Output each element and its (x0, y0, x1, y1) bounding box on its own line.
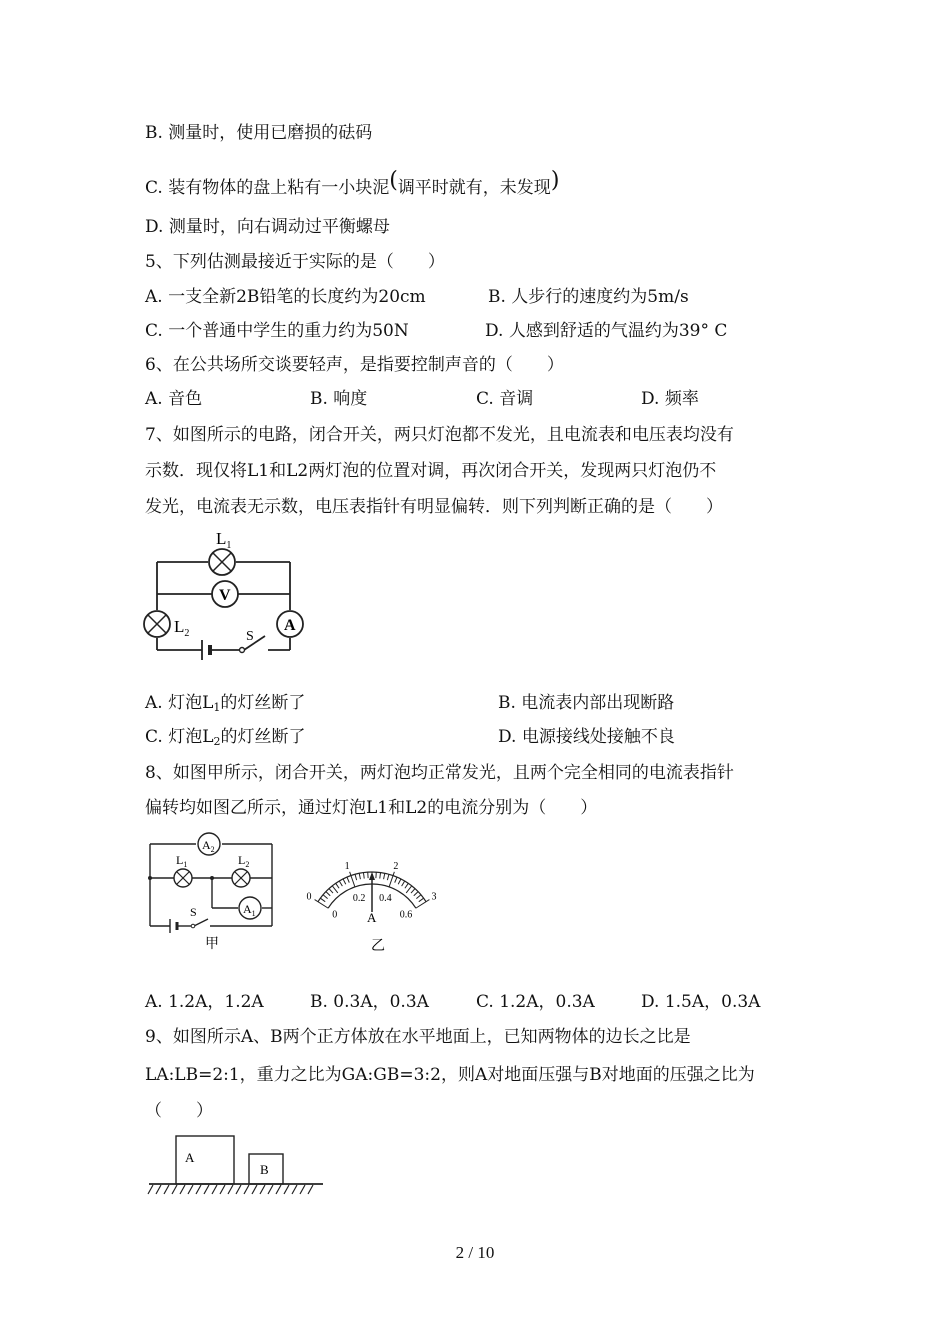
dial-tick (343, 879, 346, 884)
hatch-mark (228, 1185, 233, 1194)
dial-inner-label: 0 (332, 909, 338, 921)
hatch-mark (180, 1185, 185, 1194)
ammeter-a2-icon (198, 833, 220, 855)
dial-tick (419, 898, 424, 902)
dial-tick (323, 895, 328, 899)
hatch-mark (300, 1185, 305, 1194)
lamp-l2-icon (232, 869, 250, 887)
switch-icon (191, 924, 195, 928)
q9-line-3: （ ） (145, 1101, 213, 1121)
dial-tick (411, 889, 415, 893)
dial-pointer (369, 872, 375, 912)
page-number: 2 / 10 (455, 1243, 495, 1262)
dial-inner-label: 0.6 (399, 909, 413, 921)
hatch-mark (220, 1185, 225, 1194)
dial-tick (406, 886, 412, 893)
q8-fig-s-label: S (190, 905, 197, 919)
dial-outer-label: 1 (344, 861, 350, 873)
dial-tick (347, 877, 349, 883)
dial-tick (402, 881, 405, 886)
q8-fig-l2-label: $L_2$ (238, 853, 250, 869)
q8-option-c: C. 1.2A，0.3A (476, 992, 595, 1012)
q6-option-a: A. 音色 (145, 389, 203, 409)
hatch-mark (204, 1185, 209, 1194)
voltmeter-icon (212, 581, 238, 607)
lamp-l1-icon (209, 549, 235, 575)
q7-circuit-diagram (140, 526, 310, 666)
hatch-mark (148, 1185, 153, 1194)
q8-fig-a1-label: $A_1$ (243, 902, 256, 918)
hatch-mark (164, 1185, 169, 1194)
q8-option-b: B. 0.3A，0.3A (310, 992, 429, 1012)
block-b-label: B (260, 1162, 269, 1177)
q8-ammeter-dial-yi (288, 838, 458, 956)
q4-option-c-close: ) (550, 168, 560, 193)
ammeter-a1-icon (239, 897, 261, 919)
dial-tick (336, 883, 339, 888)
block-b (249, 1154, 283, 1184)
dial-tick (332, 886, 338, 893)
dial-tick (380, 873, 381, 879)
junction-dot-mid (210, 876, 214, 880)
dial-inner-label: 0.4 (379, 893, 392, 905)
q4-option-b: B. 测量时，使用已磨损的砝码 (145, 123, 373, 143)
q5-option-a: A. 一支全新2B铅笔的长度约为20cm (145, 287, 426, 307)
q6-option-c: C. 音调 (476, 389, 534, 409)
q6-option-d: D. 频率 (641, 389, 699, 409)
q8-fig-a2-label: $A_2$ (202, 838, 215, 854)
hatch-mark (252, 1185, 257, 1194)
q7-option-b: B. 电流表内部出现断路 (498, 693, 675, 713)
dial-outer-label: 3 (431, 891, 437, 903)
hatch-mark (284, 1185, 289, 1194)
dial-tick (359, 873, 360, 879)
q8-line-2: 偏转均如图乙所示，通过灯泡L1和L2的电流分别为（ ） (145, 798, 598, 818)
dial-unit-label: A (367, 910, 377, 925)
q5-stem: 5、下列估测最接近于实际的是（ ） (145, 252, 445, 272)
dial-tick (326, 892, 330, 896)
dial-tick (315, 900, 329, 909)
q4-option-c (145, 170, 559, 199)
ammeter-icon (277, 611, 303, 637)
dial-tick (414, 892, 418, 896)
q5-option-d: D. 人感到舒适的气温约为39° C (485, 321, 728, 341)
hatch-mark (196, 1185, 201, 1194)
q8-option-a: A. 1.2A，1.2A (145, 992, 264, 1012)
q7-line-3: 发光，电流表无示数，电压表指针有明显偏转．则下列判断正确的是（ ） (145, 497, 723, 517)
q4-option-c-open: ( (389, 168, 398, 193)
hatch-mark (156, 1185, 161, 1194)
block-a-label: A (185, 1150, 195, 1165)
dial-tick (416, 895, 421, 899)
hatch-mark (292, 1185, 297, 1194)
dial-tick (395, 877, 397, 883)
q8-option-d: D. 1.5A，0.3A (641, 992, 761, 1012)
q5-option-c: C. 一个普通中学生的重力约为50N (145, 321, 409, 341)
hatch-mark (308, 1185, 313, 1194)
q7-fig-l2-label: $L_2$ (174, 617, 190, 639)
q7-line-2: 示数．现仅将L1和L2两灯泡的位置对调，再次闭合开关，发现两只灯泡仍不 (145, 461, 717, 481)
q6-option-b: B. 响度 (310, 389, 368, 409)
lamp-l2-icon (144, 611, 170, 637)
dial-tick (363, 873, 364, 879)
dial-tick (416, 900, 430, 909)
q8-line-1: 8、如图甲所示，闭合开关，两灯泡均正常发光，且两个完全相同的电流表指针 (145, 763, 734, 783)
dial-tick (339, 881, 342, 886)
hatch-mark (212, 1185, 217, 1194)
dial-tick (405, 883, 408, 888)
q8-circuit-jia (140, 828, 285, 953)
q7-option-d: D. 电源接线处接触不良 (498, 727, 675, 747)
q7-fig-s-label: S (246, 629, 254, 644)
q5-option-b: B. 人步行的速度约为5m/s (488, 287, 689, 307)
q8-fig-jia-caption: 甲 (205, 937, 219, 952)
hatch-mark (268, 1185, 273, 1194)
q8-fig-l1-label: $L_1$ (176, 853, 188, 869)
hatch-mark (260, 1185, 265, 1194)
hatch-mark (244, 1185, 249, 1194)
ground-hatch (148, 1185, 313, 1194)
dial-tick (329, 889, 333, 893)
hatch-mark (276, 1185, 281, 1194)
q7-option-a: A. 灯泡$L_1$的灯丝断了 (145, 693, 306, 714)
dial-outer-label: 0 (306, 891, 312, 903)
battery-icon (170, 919, 177, 933)
q9-blocks-diagram (145, 1132, 327, 1200)
block-a (176, 1136, 234, 1184)
q4-option-c-text: C. 装有物体的盘上粘有一小块泥 (145, 178, 390, 198)
hatch-mark (188, 1185, 193, 1194)
battery-icon (202, 640, 210, 660)
dial-tick (384, 873, 385, 879)
q7-fig-a-label: A (284, 617, 296, 634)
dial-tick (320, 898, 325, 902)
hatch-mark (172, 1185, 177, 1194)
q4-option-c-note: 调平时就有，未发现 (397, 178, 551, 198)
switch-icon (240, 648, 245, 653)
hatch-mark (236, 1185, 241, 1194)
dial-tick (387, 874, 389, 880)
q7-line-1: 7、如图所示的电路，闭合开关，两只灯泡都不发光，且电流表和电压表均没有 (145, 425, 734, 445)
q9-line-1: 9、如图所示A、B两个正方体放在水平地面上，已知两物体的边长之比是 (145, 1027, 691, 1047)
junction-dot-left (148, 876, 152, 880)
dial-tick (355, 874, 357, 880)
q7-option-c: C. 灯泡$L_2$的灯丝断了 (145, 727, 306, 748)
dial-inner-label: 0.2 (352, 893, 366, 905)
q8-fig-yi-caption: 乙 (371, 939, 385, 954)
q9-line-2: LA:LB=2:1，重力之比为GA:GB=3:2，则A对地面压强与B对地面的压强之比为 (145, 1065, 755, 1085)
q7-fig-v-label: V (219, 587, 231, 604)
lamp-l1-icon (174, 869, 192, 887)
dial-tick (398, 879, 401, 884)
dial-outer-label: 2 (393, 861, 399, 873)
q7-fig-l1-label: $L_1$ (216, 529, 232, 551)
q4-option-d: D. 测量时，向右调动过平衡螺母 (145, 217, 390, 237)
q6-stem: 6、在公共场所交谈要轻声，是指要控制声音的（ ） (145, 355, 564, 375)
